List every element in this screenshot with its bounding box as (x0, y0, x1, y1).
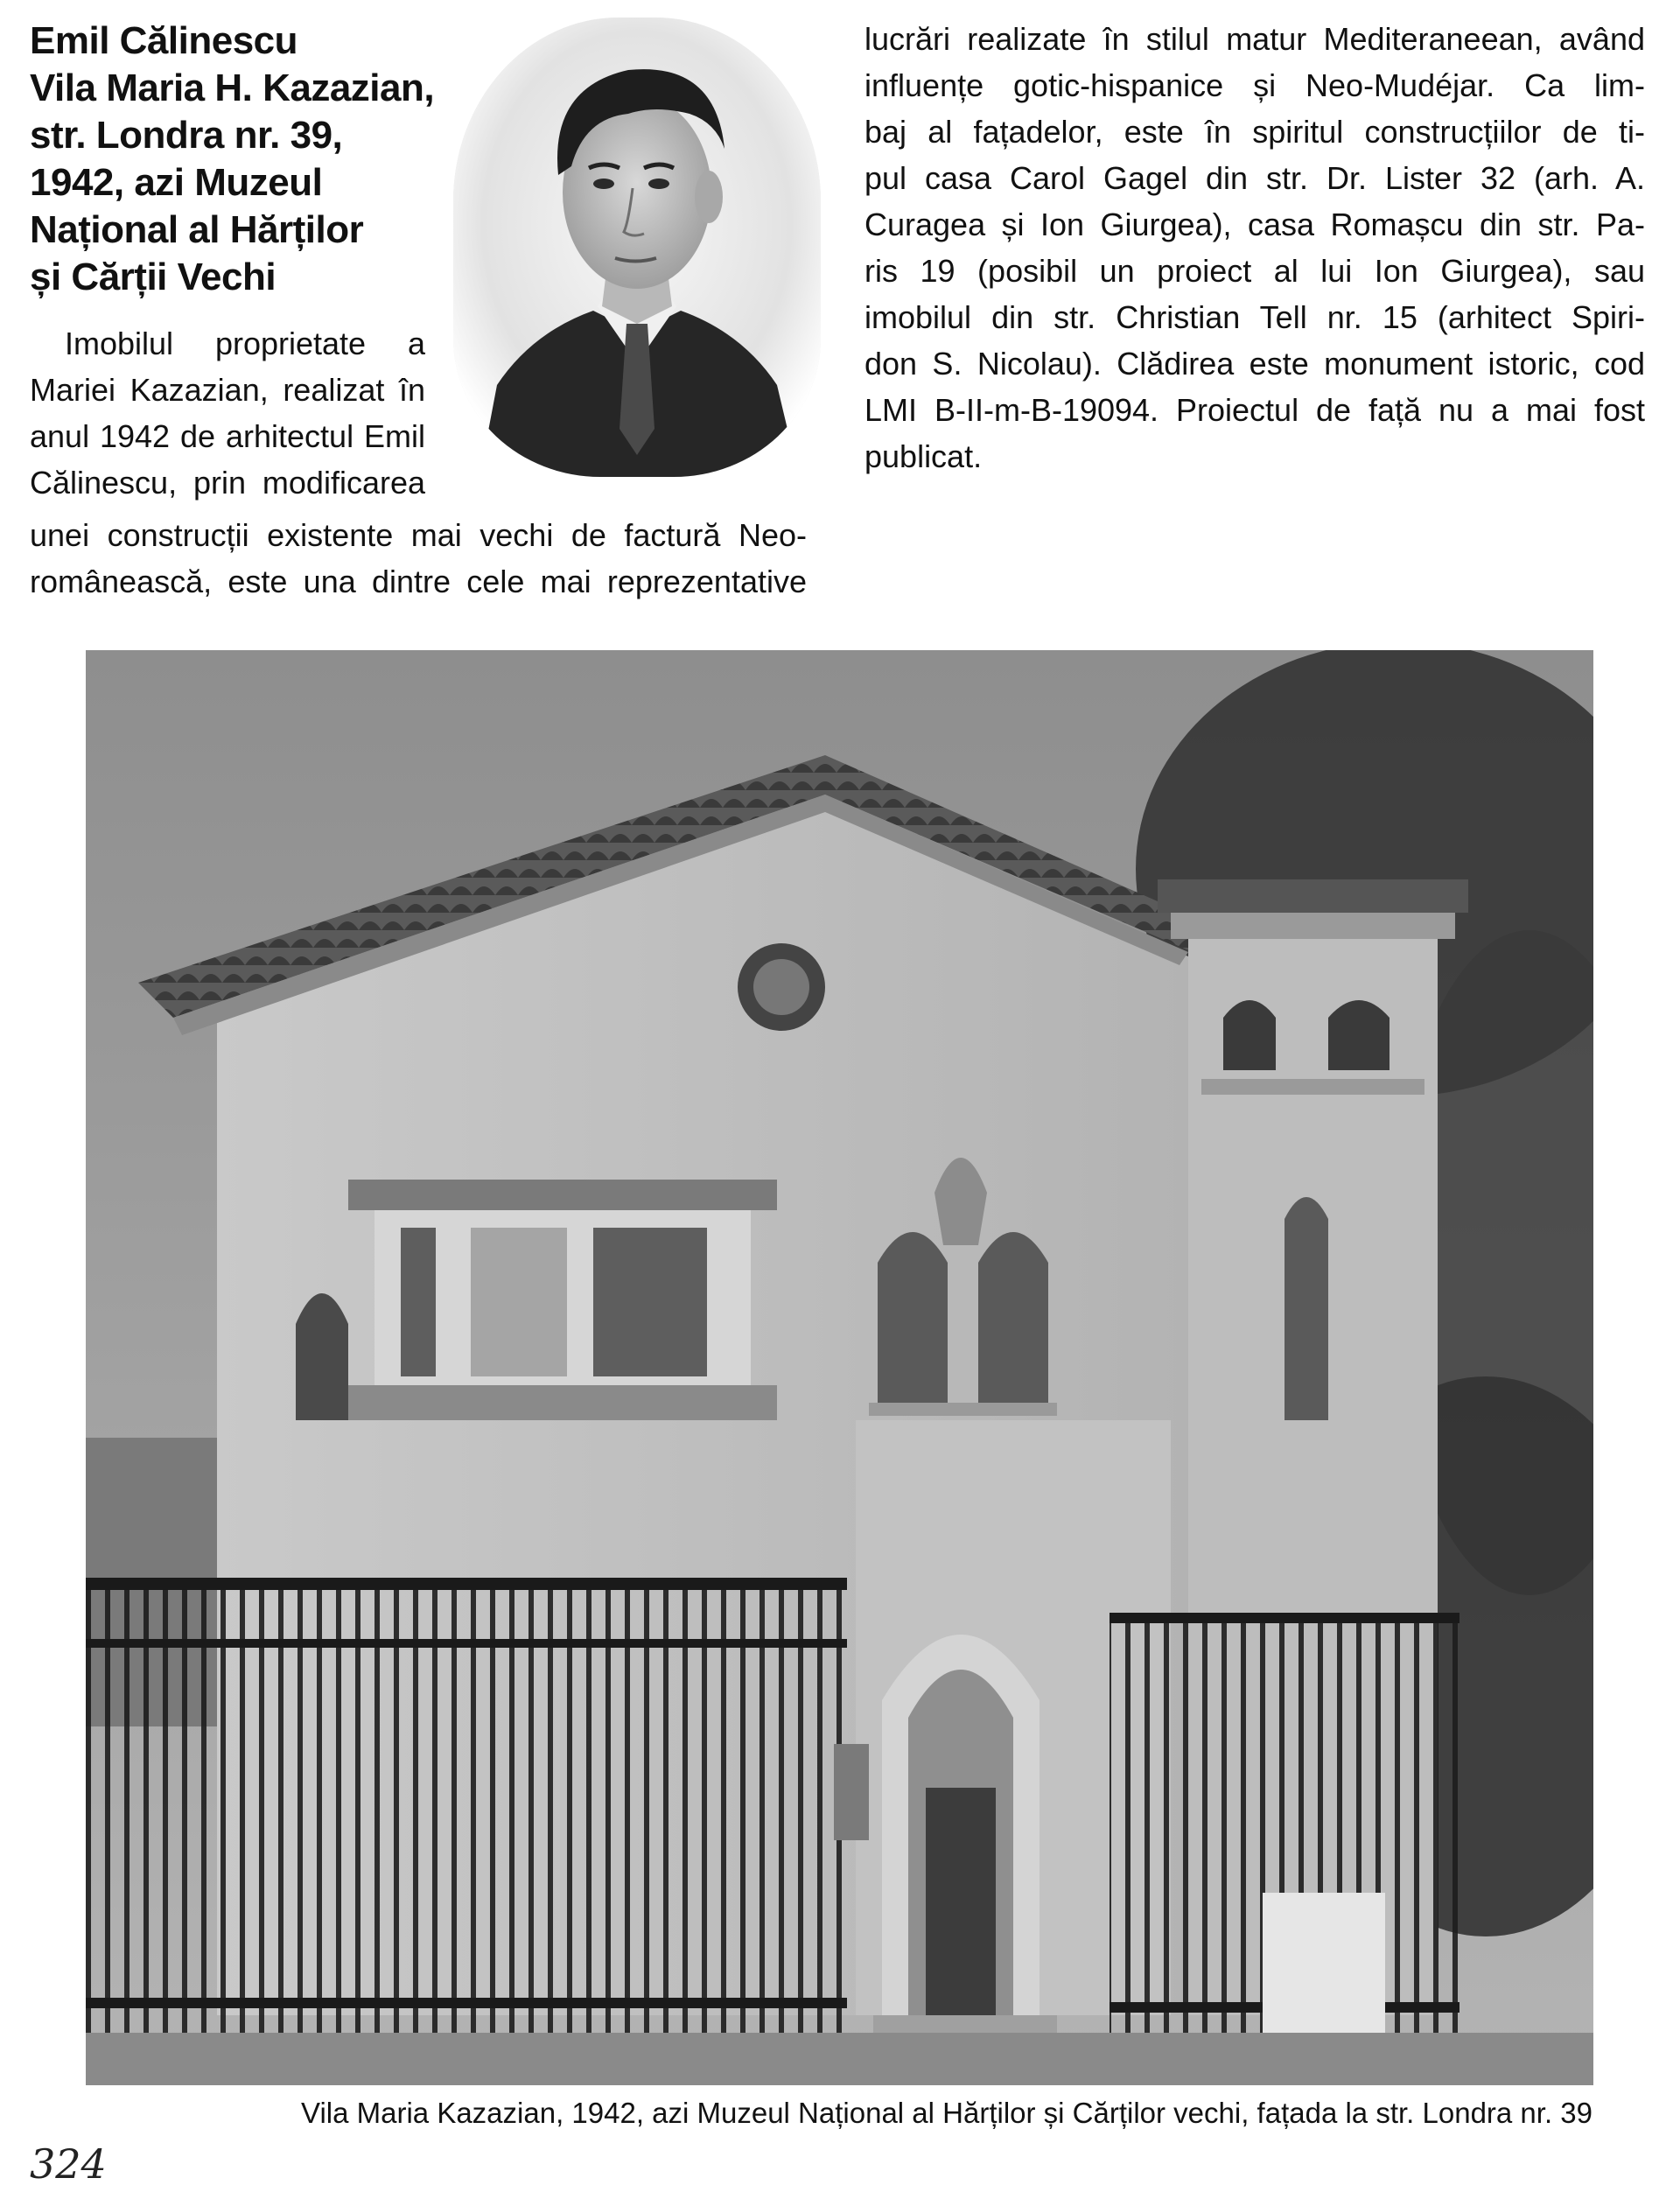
section-title (30, 18, 435, 301)
body-line: pul casa Carol Gagel din str. Dr. Lister 32 (arh. A. (864, 160, 1645, 196)
title-line: str. Londra nr. 39, (30, 114, 343, 157)
title-line: 1942, azi Muzeul (30, 161, 323, 204)
body-line: LMI B-II-m-B-19094. Proiectul de față nu a mai fost (864, 392, 1645, 428)
portrait-drawing (453, 18, 821, 477)
architect-portrait (453, 18, 821, 477)
body-text-right (864, 16, 1645, 480)
body-line: publicat. (864, 438, 983, 474)
body-line: lucrări realizate în stilul matur Mediteraneean, având (864, 21, 1645, 57)
body-line: Mariei Kazazian, realizat în (30, 372, 425, 408)
title-line: Național al Hărților (30, 208, 364, 251)
page-number: 324 (30, 2140, 107, 2188)
body-line: imobilul din str. Christian Tell nr. 15 (arhitect Spiri- (864, 299, 1645, 335)
body-line: unei construcții existente mai vechi de factură Neo- (30, 517, 807, 553)
photo-caption: Vila Maria Kazazian, 1942, azi Muzeul Național al Hărților și Cărților vechi, fațada la str. Londra nr. 39 (301, 2097, 1592, 2129)
body-line: anul 1942 de arhitectul Emil (30, 418, 425, 454)
body-line: baj al fațadelor, este în spiritul construcțiilor de ti- (864, 114, 1645, 150)
body-line: Imobilul proprietate a (65, 326, 425, 361)
body-line: ris 19 (posibil un proiect al lui Ion Giurgea), sau (864, 253, 1645, 289)
villa-photograph (86, 650, 1593, 2085)
body-line: don S. Nicolau). Clădirea este monument istoric, cod (864, 346, 1645, 382)
body-text-left-narrow (30, 320, 425, 506)
title-line: Emil Călinescu (30, 19, 298, 62)
body-line: influențe gotic-hispanice și Neo-Mudéjar. Ca lim- (864, 67, 1645, 103)
title-line: și Cărții Vechi (30, 256, 276, 298)
title-line: Vila Maria H. Kazazian, (30, 67, 435, 109)
body-line: Călinescu, prin modificarea (30, 465, 425, 501)
body-text-left-wide (30, 512, 807, 605)
body-line: românească, este una dintre cele mai reprezentative (30, 564, 807, 599)
body-line: Curagea și Ion Giurgea), casa Romașcu din str. Pa- (864, 207, 1645, 242)
villa-facade-drawing (86, 650, 1593, 2085)
